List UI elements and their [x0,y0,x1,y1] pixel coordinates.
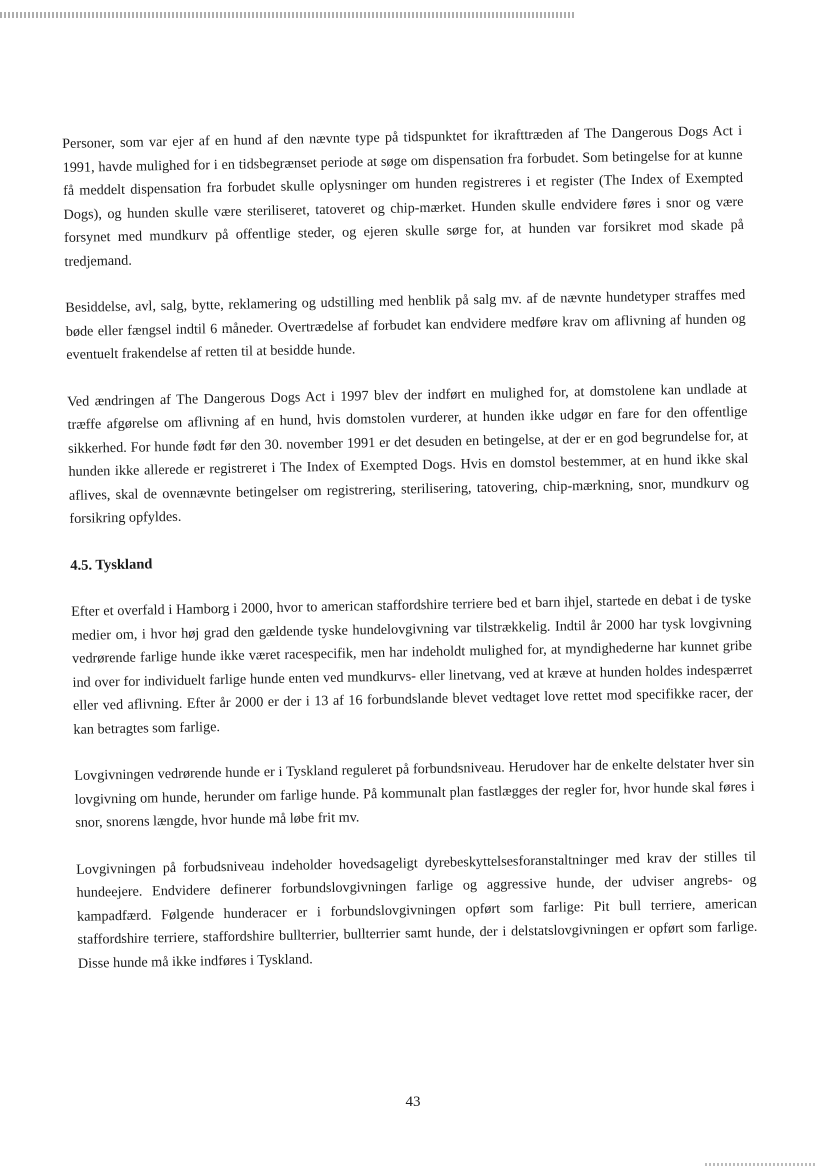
paragraph-dispensation: Personer, som var ejer af en hund af den nævnte type på tidspunktet for ikrafttræden af The Dangerous Dogs Act i 1991, havde mulighed for i en tidsbegrænset periode at søge om dispensation fra forbudet. Som betingelse for at kunne få meddelt dispensation fra forbudet skulle oplysninger om hunden registreres i et register (The Index of Exempted Dogs), og hunden skulle være steriliseret, tatoveret og chip-mærket. Hunden skulle endvidere føres i snor og være forsynet med mundkurv på offentlige steder, og ejeren skulle sørge for, at hunden var forsikret mod skade på tredjemand. [62,122,745,270]
paragraph-penalties: Besiddelse, avl, salg, bytte, reklamering og udstilling med henblik på salg mv. af de nævnte hundetyper straffes med bøde eller fængsel indtil 6 måneder. Overtrædelse af forbudet kan endvidere medføre krav om aflivning af hunden og eventuelt frakendelse af retten til at besidde hunde. [65,286,746,363]
scan-artifact-top [0,12,575,18]
page-number: 43 [405,1094,421,1110]
section-heading: 4.5. Tyskland [70,555,153,574]
paragraph-federal-regulation: Lovgivningen vedrørende hunde er i Tyskland reguleret på forbundsniveau. Herudover har de enkelte delstater hver sin lovgivning om hunde, herunder om farlige hunde. På kommunalt plan fastlægges der regler for, hvor hunde skal føres i snor, snorens længde, hvor hunde må løbe frit mv. [74,754,755,831]
paragraph-hamburg-attack: Efter et overfald i Hamborg i 2000, hvor to american staffordshire terriere bed et barn ihjel, startede en debat i de tyske medier om, i hvor høj grad den gældende tyske hundelovgivning var tilstrækkelig. Indtil år 2000 har tysk lovgivning vedrørende farlige hunde ikke været racespecifik, men har indeholdt mulighed for, at myndighederne har kunnet gribe ind over for individuelt farlige hunde enten ved mundkurvs- eller linetvang, ved at kræve at hunden holdes indespærret eller ved aflivning. Efter år 2000 er der i 13 af 16 forbundslande blevet vedtaget love rettet mod specifikke racer, der kan betragtes som farlige. [71,590,754,738]
paragraph-federal-legislation: Lovgivningen på forbudsniveau indeholder hovedsageligt dyrebeskyttelsesforanstaltninger med krav der stilles til hundeejere. Endvidere definerer forbundslovgivningen farlige og aggressive hunde, der udviser angrebs- og kampadfærd. Følgende hunderacer er i forbundslovgivningen opført som farlige: Pit bull terriere, american staffordshire terriere, staffordshire bullterrier, bullterrier samt hunde, der i delstatslovgivningen er opført som farlige. Disse hunde må ikke indføres i Tyskland. [75,848,758,972]
paragraph-1997-amendment: Ved ændringen af The Dangerous Dogs Act i 1997 blev der indført en mulighed for, at domstolene kan undlade at træffe afgørelse om aflivning af en hund, hvis domstolen vurderer, at hunden ikke udgør en fare for den offentlige sikkerhed. For hunde født før den 30. november 1991 er det desuden en betingelse, at der er en god begrundelse for, at hunden ikke allerede er registreret i The Index of Exempted Dogs. Hvis en domstol bestemmer, at en hund ikke skal aflives, skal de ovennævnte betingelser om registrering, sterilisering, tatovering, chip-mærkning, snor, mundkurv og forsikring opfyldes. [67,380,749,527]
document-body [62,120,758,976]
scan-artifact-bottom [705,1163,815,1166]
